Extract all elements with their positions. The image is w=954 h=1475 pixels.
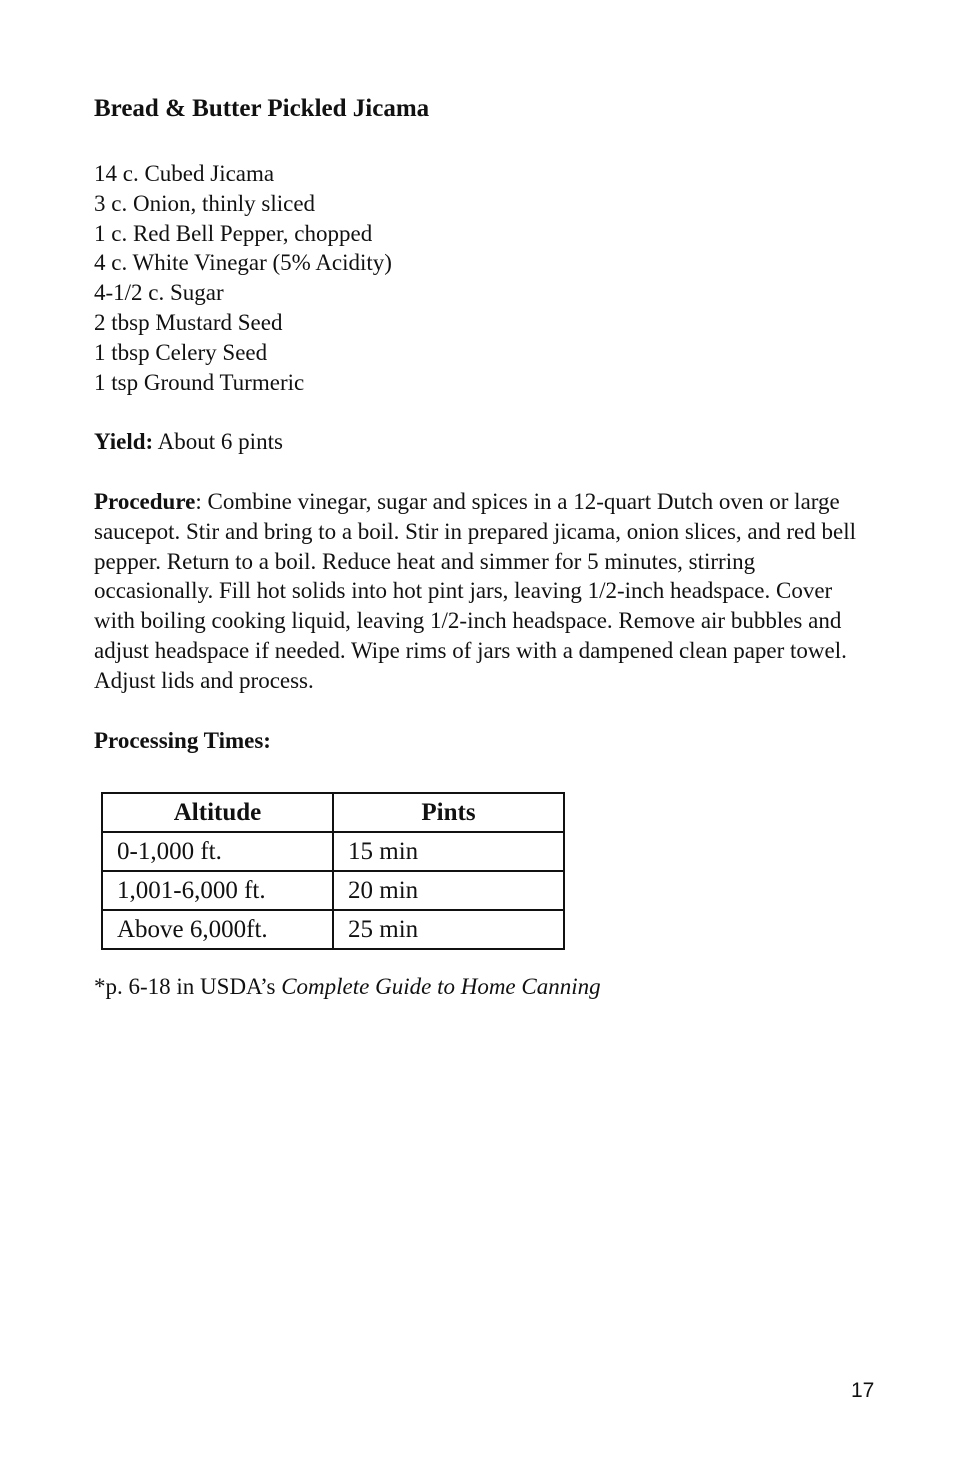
recipe-title: Bread & Butter Pickled Jicama <box>94 95 430 122</box>
time-cell: 20 min <box>333 871 564 910</box>
ingredient-list <box>94 159 392 397</box>
procedure-text: : Combine vinegar, sugar and spices in a 12-quart Dutch oven or large saucepot. Stir and bring to a boil. Stir in prepared jicama, onion slices, and red bell pepper. Return to a boil. Reduce heat and simmer for 5 minutes, stirring occasionally. Fill hot solids into hot pint jars, leaving 1/2-inch headspace. Cover with boiling cooking liquid, leaving 1/2-inch headspace. Remove air bubbles and adjust headspace if needed. Wipe rims of jars with a dampened clean paper towel. Adjust lids and process. <box>94 489 856 693</box>
header-pints: Pints <box>333 793 564 832</box>
ingredient-item: 4-1/2 c. Sugar <box>94 280 224 306</box>
time-cell: 15 min <box>333 832 564 871</box>
altitude-cell: Above 6,000ft. <box>102 910 333 949</box>
ingredient-item: 1 c. Red Bell Pepper, chopped <box>94 220 373 246</box>
ingredient-item: 14 c. Cubed Jicama <box>94 161 275 186</box>
procedure-paragraph <box>94 487 874 696</box>
yield-line <box>94 427 283 457</box>
time-cell: 25 min <box>333 910 564 949</box>
ingredient-item: 1 tsp Ground Turmeric <box>94 369 305 395</box>
ingredient-item: 4 c. White Vinegar (5% Acidity) <box>94 250 392 276</box>
footnote-prefix: *p. 6-18 in USDA’s <box>94 974 282 999</box>
table-header-row <box>102 793 564 832</box>
altitude-cell: 1,001-6,000 ft. <box>102 871 333 910</box>
ingredient-item: 1 tbsp Celery Seed <box>94 339 268 365</box>
page-number: 17 <box>851 1379 875 1402</box>
processing-times-heading: Processing Times: <box>94 728 271 753</box>
yield-value: About 6 pints <box>153 429 283 454</box>
yield-label: Yield: <box>94 429 154 454</box>
header-altitude: Altitude <box>102 793 333 832</box>
procedure-label: Procedure <box>94 489 196 514</box>
ingredient-item: 2 tbsp Mustard Seed <box>94 309 283 335</box>
ingredient-item: 3 c. Onion, thinly sliced <box>94 190 316 216</box>
table-row <box>102 871 564 910</box>
source-footnote <box>94 972 601 1002</box>
table-row <box>102 832 564 871</box>
processing-times-table <box>101 792 565 950</box>
footnote-source-title: Complete Guide to Home Canning <box>281 974 601 999</box>
altitude-cell: 0-1,000 ft. <box>102 832 333 871</box>
table-row <box>102 910 564 949</box>
